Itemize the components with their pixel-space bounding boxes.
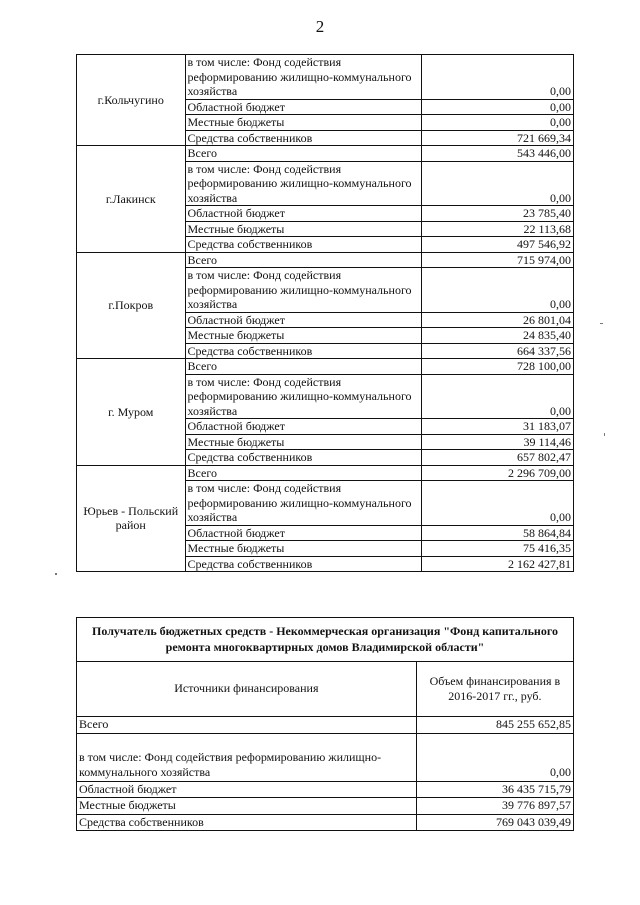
source-label: Областной бюджет xyxy=(185,99,421,115)
table-row xyxy=(77,814,574,831)
source-label: Областной бюджет xyxy=(185,419,421,435)
amount-value: 0,00 xyxy=(421,115,573,131)
source-label: Всего xyxy=(185,359,421,375)
amount-value: 721 669,34 xyxy=(421,130,573,146)
municipal-funding-table xyxy=(76,54,574,572)
source-label: Областной бюджет xyxy=(185,312,421,328)
page-number: 2 xyxy=(315,17,325,36)
amount-value: 26 801,04 xyxy=(421,312,573,328)
amount-value: 728 100,00 xyxy=(421,359,573,375)
source-label: Областной бюджет xyxy=(77,781,417,798)
amount-value: 36 435 715,79 xyxy=(416,781,573,798)
amount-value: 769 043 039,49 xyxy=(416,814,573,831)
col-header-sources: Источники финансирования xyxy=(77,662,417,717)
source-label: Средства собственников xyxy=(185,556,421,572)
municipality-name: г.Покров xyxy=(77,252,186,359)
amount-value: 497 546,92 xyxy=(421,237,573,253)
source-label: Средства собственников xyxy=(185,343,421,359)
scan-speck xyxy=(55,573,57,575)
source-label: Средства собственников xyxy=(185,130,421,146)
source-label: Всего xyxy=(77,717,417,734)
recipient-funding-table xyxy=(76,617,574,831)
source-label: в том числе: Фонд содействия реформированию жилищно-коммунального хозяйства xyxy=(185,268,421,313)
amount-value: 664 337,56 xyxy=(421,343,573,359)
source-label: Местные бюджеты xyxy=(185,434,421,450)
amount-value: 24 835,40 xyxy=(421,328,573,344)
table-row xyxy=(77,359,574,375)
table-row xyxy=(77,733,574,781)
source-label: Местные бюджеты xyxy=(185,221,421,237)
source-label: в том числе: Фонд содействия реформированию жилищно-коммунального хозяйства xyxy=(185,481,421,526)
source-label: Всего xyxy=(185,252,421,268)
amount-value: 39 114,46 xyxy=(421,434,573,450)
scan-speck xyxy=(600,323,603,324)
amount-value: 543 446,00 xyxy=(421,146,573,162)
amount-value: 23 785,40 xyxy=(421,206,573,222)
source-label: Средства собственников xyxy=(77,814,417,831)
table-row xyxy=(77,798,574,815)
table-row xyxy=(77,146,574,162)
municipality-name: г. Муром xyxy=(77,359,186,466)
amount-value: 0,00 xyxy=(421,374,573,419)
amount-value: 31 183,07 xyxy=(421,419,573,435)
amount-value: 0,00 xyxy=(421,55,573,100)
municipality-name: г.Кольчугино xyxy=(77,55,186,146)
amount-value: 845 255 652,85 xyxy=(416,717,573,734)
amount-value: 2 296 709,00 xyxy=(421,465,573,481)
source-label: в том числе: Фонд содействия реформированию жилищно-коммунального хозяйства xyxy=(185,55,421,100)
source-label: Областной бюджет xyxy=(185,525,421,541)
table-row xyxy=(77,781,574,798)
table-row xyxy=(77,717,574,734)
scan-speck xyxy=(604,433,605,436)
amount-value: 75 416,35 xyxy=(421,541,573,557)
source-label: в том числе: Фонд содействия реформированию жилищно-коммунального хозяйства xyxy=(185,161,421,206)
source-label: Областной бюджет xyxy=(185,206,421,222)
amount-value: 2 162 427,81 xyxy=(421,556,573,572)
amount-value: 0,00 xyxy=(421,99,573,115)
source-label: Всего xyxy=(185,146,421,162)
source-label: Местные бюджеты xyxy=(77,798,417,815)
amount-value: 22 113,68 xyxy=(421,221,573,237)
amount-value: 58 864,84 xyxy=(421,525,573,541)
source-label: Местные бюджеты xyxy=(185,328,421,344)
recipient-title: Получатель бюджетных средств - Некоммерческая организация "Фонд капитального ремонта многоквартирных домов Владимирской области" xyxy=(77,618,574,662)
source-label: Местные бюджеты xyxy=(185,541,421,557)
table-row xyxy=(77,55,574,100)
source-label: в том числе: Фонд содействия реформированию жилищно-коммунального хозяйства xyxy=(185,374,421,419)
source-label: Средства собственников xyxy=(185,237,421,253)
municipality-name: Юрьев - Польский район xyxy=(77,465,186,572)
source-label: Всего xyxy=(185,465,421,481)
amount-value: 0,00 xyxy=(416,733,573,781)
table-row xyxy=(77,252,574,268)
amount-value: 657 802,47 xyxy=(421,450,573,466)
table-row xyxy=(77,465,574,481)
source-label: Средства собственников xyxy=(185,450,421,466)
amount-value: 0,00 xyxy=(421,481,573,526)
amount-value: 0,00 xyxy=(421,268,573,313)
amount-value: 39 776 897,57 xyxy=(416,798,573,815)
municipality-name: г.Лакинск xyxy=(77,146,186,253)
amount-value: 0,00 xyxy=(421,161,573,206)
col-header-volume: Объем финансирования в 2016-2017 гг., руб. xyxy=(416,662,573,717)
amount-value: 715 974,00 xyxy=(421,252,573,268)
source-label: в том числе: Фонд содействия реформированию жилищно-коммунального хозяйства xyxy=(77,733,417,781)
source-label: Местные бюджеты xyxy=(185,115,421,131)
